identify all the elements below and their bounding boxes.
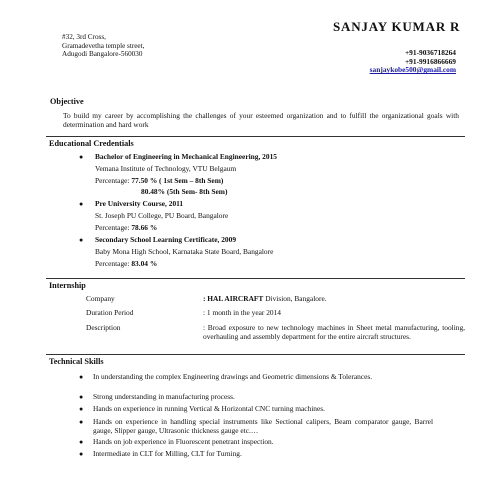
contact-block bbox=[370, 49, 456, 75]
skill-item: Intermediate in CLT for Milling, CLT for Turning. bbox=[93, 449, 242, 458]
skill-item: Strong understanding in manufacturing process. bbox=[93, 392, 235, 401]
percentage-label: Percentage: bbox=[95, 223, 130, 232]
bullet-icon: ● bbox=[79, 418, 84, 426]
percentage-value: 83.04 % bbox=[131, 259, 158, 268]
objective-text: To build my career by accomplishing the challenges of your esteemed organization and to fulfill the organizational goals with determination and hard work bbox=[63, 111, 459, 129]
section-divider bbox=[46, 278, 465, 279]
bullet-icon: ● bbox=[79, 405, 84, 413]
degree-title: Pre University Course, 2011 bbox=[95, 199, 184, 208]
internship-label: Company bbox=[86, 294, 115, 303]
institute-name: Baby Mona High School, Karnataka State Board, Bangalore bbox=[95, 247, 274, 256]
percentage-line bbox=[95, 223, 157, 232]
bullet-icon: ● bbox=[79, 236, 84, 244]
skill-item: Hands on experience in running Vertical & Horizontal CNC turning machines. bbox=[93, 404, 325, 413]
phone-number: +91-9916866669 bbox=[404, 56, 456, 66]
percentage-line bbox=[95, 176, 223, 185]
degree-title: Secondary School Learning Certificate, 2009 bbox=[95, 235, 237, 244]
bullet-icon: ● bbox=[79, 200, 84, 208]
address-block bbox=[62, 33, 144, 59]
percentage-value: 77.50 % ( 1st Sem – 8th Sem) bbox=[131, 176, 224, 185]
skill-item: Hands on experience in handling special instruments like Sectional calipers, Beam comparator gauge, Barrel gauge, Slipper gauge, Ultrasonic thickness gauge etc.… bbox=[93, 417, 433, 435]
skill-item: In understanding the complex Engineering drawings and Geometric dimensions & Tolerances. bbox=[93, 372, 373, 381]
section-divider bbox=[46, 354, 465, 355]
skill-item: Hands on job experience in Fluorescent penetrant inspection. bbox=[93, 437, 274, 446]
institute-name: St. Joseph PU College, PU Board, Bangalore bbox=[95, 211, 229, 220]
bullet-icon: ● bbox=[79, 373, 84, 381]
degree-title: Bachelor of Engineering in Mechanical Engineering, 2015 bbox=[95, 152, 277, 161]
percentage-value: 80.48% (5th Sem- 8th Sem) bbox=[141, 187, 228, 196]
internship-description: : Broad exposure to new technology machines in Sheet metal manufacturing, tooling, overhauling and assembly department for the entire aircraft structures. bbox=[203, 323, 465, 341]
internship-value: : 1 month in the year 2014 bbox=[203, 308, 281, 317]
address-line: #32, 3rd Cross, bbox=[62, 33, 106, 41]
bullet-icon: ● bbox=[79, 438, 84, 446]
bullet-icon: ● bbox=[79, 393, 84, 401]
objective-heading: Objective bbox=[50, 97, 84, 106]
address-line: Adugodi Bangalore-560030 bbox=[62, 50, 143, 59]
bullet-icon: ● bbox=[79, 450, 84, 458]
skills-heading: Technical Skills bbox=[49, 357, 104, 366]
internship-value bbox=[203, 295, 327, 304]
address-line: Gramadevetha temple street, bbox=[62, 41, 145, 50]
candidate-name: SANJAY KUMAR R bbox=[333, 19, 461, 34]
internship-label: Duration Period bbox=[86, 308, 134, 317]
section-divider bbox=[46, 136, 465, 137]
bullet-icon: ● bbox=[79, 153, 84, 161]
institute-name: Vemana Institute of Technology, VTU Belgaum bbox=[95, 164, 237, 173]
company-location: Division, Bangalore. bbox=[263, 294, 327, 303]
percentage-label: Percentage: bbox=[95, 176, 130, 185]
percentage-label: Percentage: bbox=[95, 259, 130, 268]
internship-heading: Internship bbox=[49, 281, 86, 290]
percentage-value: 78.66 % bbox=[131, 223, 158, 232]
education-heading: Educational Credentials bbox=[49, 139, 134, 148]
email-link[interactable]: sanjaykobe500@gmail.com bbox=[369, 65, 456, 75]
phone-number: +91-9036718264 bbox=[404, 48, 456, 57]
percentage-line bbox=[95, 259, 157, 268]
internship-label: Description bbox=[86, 323, 121, 332]
company-name: : HAL AIRCRAFT bbox=[203, 294, 264, 303]
